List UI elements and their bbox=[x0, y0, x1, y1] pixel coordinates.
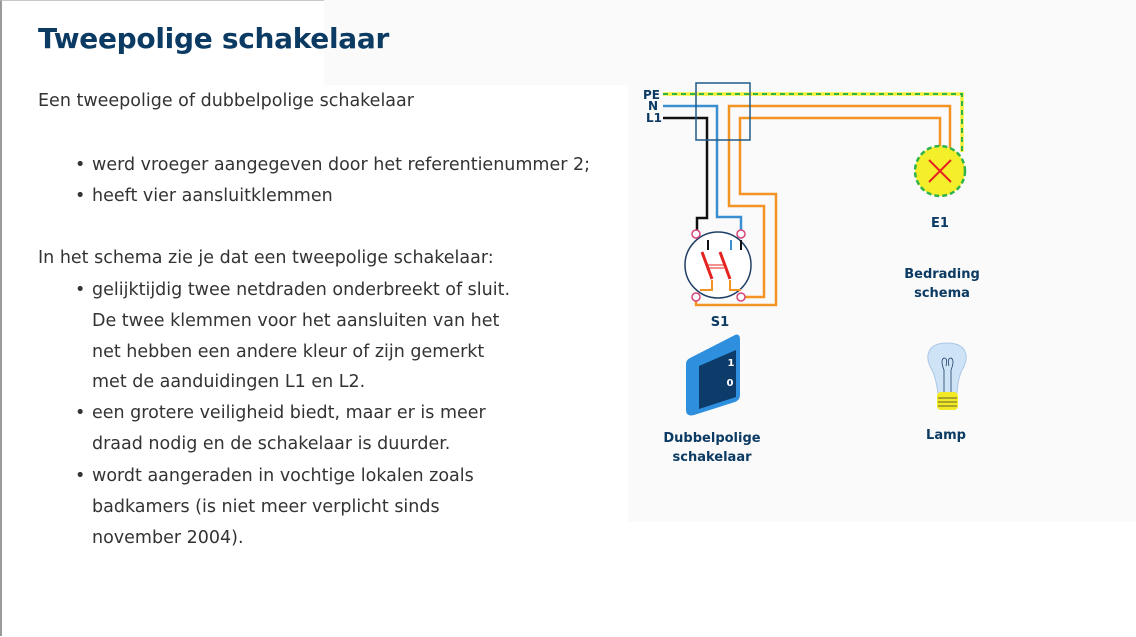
switch-off-mark: 0 bbox=[726, 378, 734, 389]
label-n: N bbox=[648, 99, 659, 113]
schema-intro-text: In het schema zie je dat een tweepolige schakelaar: bbox=[38, 248, 494, 268]
schema-label: Bedrading bbox=[904, 267, 980, 282]
switch-icon-caption: schakelaar bbox=[672, 450, 752, 465]
phase-wire bbox=[663, 118, 707, 233]
switch-label: S1 bbox=[710, 315, 730, 330]
bullet-item: • werd vroeger aangegeven door het referentienummer 2; bbox=[92, 155, 590, 175]
bullet-line: badkamers (is niet meer verplicht sinds bbox=[92, 497, 440, 517]
bullet-line: draad nodig en de schakelaar is duurder. bbox=[92, 434, 451, 454]
intro-text: Een tweepolige of dubbelpolige schakelaar bbox=[38, 91, 414, 111]
bullet-item: • wordt aangeraden in vochtige lokalen zoals bbox=[92, 466, 474, 486]
junction-box bbox=[696, 83, 750, 140]
lamp-icon bbox=[928, 343, 966, 410]
label-pe: PE bbox=[643, 88, 660, 102]
lamp-icon-caption: Lamp bbox=[926, 428, 966, 443]
bullet-item: • gelijktijdig twee netdraden onderbreekt of sluit. bbox=[92, 280, 510, 300]
bullet-item: • heeft vier aansluitklemmen bbox=[92, 186, 333, 206]
schema-label: schema bbox=[914, 286, 970, 301]
bullet-item: • een grotere veiligheid biedt, maar er is meer bbox=[92, 403, 486, 423]
bullet-line: net hebben een andere kleur of zijn gemerkt bbox=[92, 342, 485, 362]
page-title: Tweepolige schakelaar bbox=[38, 22, 389, 55]
bullet-line: met de aanduidingen L1 en L2. bbox=[92, 372, 366, 392]
switch-on-mark: 1 bbox=[727, 358, 735, 369]
switch-icon bbox=[686, 335, 740, 416]
switch-symbol bbox=[685, 230, 751, 301]
lamp-label: E1 bbox=[931, 216, 949, 231]
bullet-line: november 2004). bbox=[92, 528, 244, 548]
label-l1: L1 bbox=[646, 111, 662, 125]
lamp-symbol bbox=[915, 146, 965, 196]
bullet-line: De twee klemmen voor het aansluiten van het bbox=[92, 311, 500, 331]
switch-icon-caption: Dubbelpolige bbox=[663, 431, 761, 446]
